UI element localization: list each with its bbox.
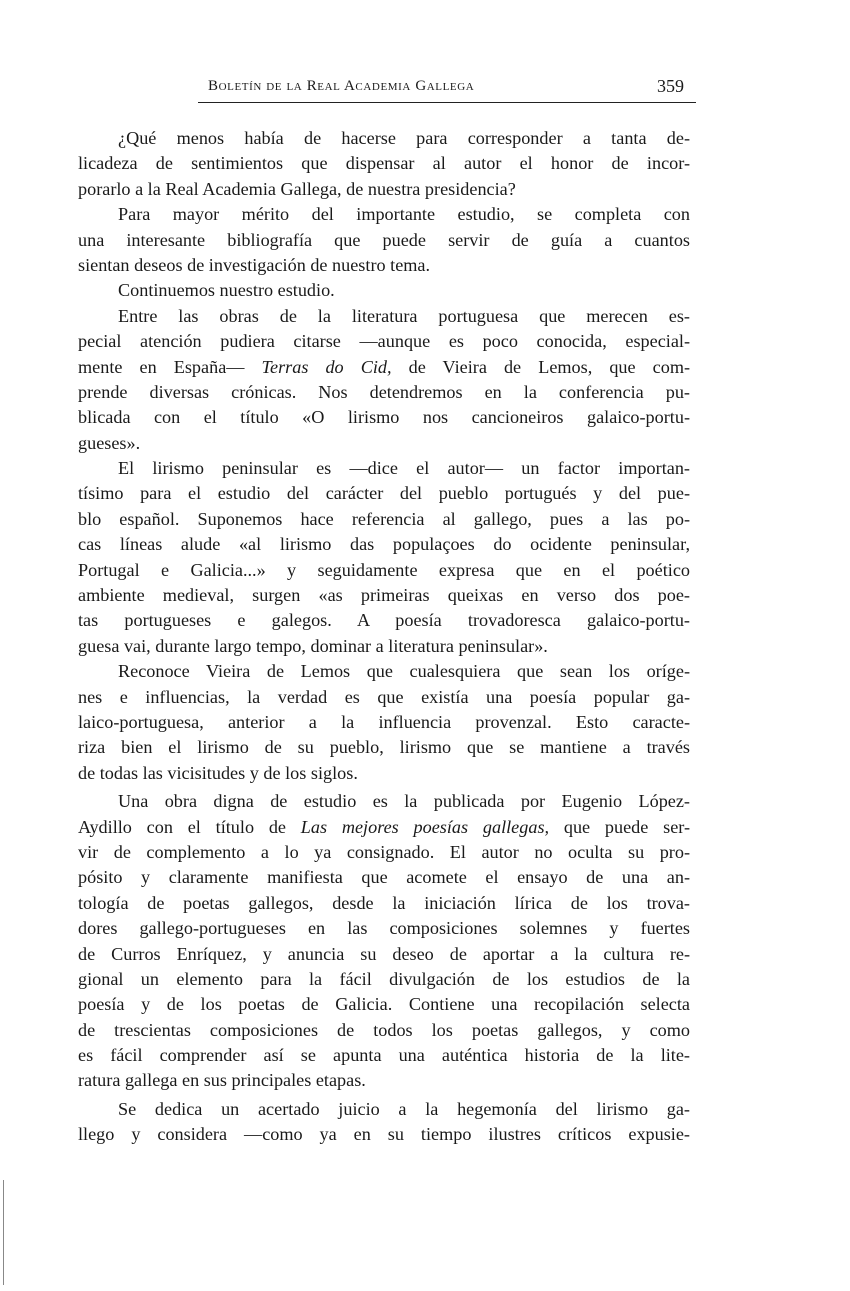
text-line: Se dedica un acertado juicio a la hegemonía del lirismo ga- — [118, 1098, 690, 1119]
text-segment: mente en España— — [78, 356, 245, 377]
text-line: prende diversas crónicas. Nos detendremos en la conferencia pu- — [78, 381, 690, 402]
page-number: 359 — [657, 76, 684, 96]
text-line: Reconoce Vieira de Lemos que cualesquiera que sean los oríge- — [118, 661, 690, 682]
text-line: poesía y de los poetas de Galicia. Contiene una recopilación selecta — [78, 994, 690, 1015]
text-line: vir de complemento a lo ya consignado. El autor no oculta su pro- — [78, 841, 690, 862]
text-line: Una obra digna de estudio es la publicada por Eugenio López- — [118, 791, 690, 812]
text-line: Continuemos nuestro estudio. — [118, 280, 335, 301]
text-line: riza bien el lirismo de su pueblo, lirismo que se mantiene a través — [78, 737, 690, 758]
text-line: pósito y claramente manifiesta que acomete el ensayo de una an- — [78, 867, 690, 888]
text-line: blicada con el título «O lirismo nos cancioneiros galaico-portu- — [78, 407, 690, 428]
document-page — [78, 0, 696, 1291]
running-head: Boletín de la Real Academia Gallega — [208, 78, 475, 94]
text-line: Portugal e Galicia...» y seguidamente expresa que en el poético — [78, 559, 690, 580]
text-segment: de Vieira de Lemos, que com- — [391, 356, 690, 377]
italic-title: Las mejores poesías gallegas, — [300, 816, 550, 837]
text-line — [78, 355, 690, 380]
text-line: guesa vai, durante largo tempo, dominar a literatura peninsular». — [78, 635, 548, 656]
text-line: laico-portuguesa, anterior a la influencia provenzal. Esto caracte- — [78, 711, 690, 732]
text-segment: Aydillo con el título de — [78, 816, 301, 837]
body-text — [78, 126, 690, 1148]
text-line: licadeza de sentimientos que dispensar al autor el honor de incor- — [78, 153, 690, 174]
text-line — [78, 815, 690, 840]
text-line: gueses». — [78, 432, 141, 453]
text-line: ambiente medieval, surgen «as primeiras queixas en verso dos poe- — [78, 585, 690, 606]
text-line: dores gallego-portugueses en las composiciones solemnes y fuertes — [78, 918, 690, 939]
text-line: sientan deseos de investigación de nuestro tema. — [78, 254, 431, 275]
scan-edge-mark — [3, 1180, 4, 1285]
text-line: pecial atención pudiera citarse —aunque es poco conocida, especial- — [78, 331, 690, 352]
text-line: tísimo para el estudio del carácter del pueblo portugués y del pue- — [78, 483, 690, 504]
text-line: tología de poetas gallegos, desde la iniciación lírica de los trova- — [78, 892, 690, 913]
text-line: Entre las obras de la literatura portuguesa que merecen es- — [118, 305, 690, 326]
text-line: El lirismo peninsular es —dice el autor— un factor importan- — [118, 458, 690, 479]
text-line: ratura gallega en sus principales etapas. — [78, 1070, 366, 1091]
text-line: de todas las vicisitudes y de los siglos. — [78, 762, 358, 783]
italic-title: Terras do Cid, — [261, 356, 392, 377]
text-line: una interesante bibliografía que puede servir de guía a cuantos — [78, 229, 690, 250]
text-line: blo español. Suponemos hace referencia al gallego, pues a las po- — [78, 508, 690, 529]
text-line: llego y considera —como ya en su tiempo ilustres críticos expusie- — [78, 1124, 690, 1145]
text-line: de Curros Enríquez, y anuncia su deseo de aportar a la cultura re- — [78, 943, 690, 964]
text-line: de trescientas composiciones de todos los poetas gallegos, y como — [78, 1019, 690, 1040]
text-line: nes e influencias, la verdad es que existía una poesía popular ga- — [78, 686, 690, 707]
text-line: Para mayor mérito del importante estudio, se completa con — [118, 204, 690, 225]
text-line: es fácil comprender así se apunta una auténtica historia de la lite- — [78, 1045, 690, 1066]
text-line: porarlo a la Real Academia Gallega, de nuestra presidencia? — [78, 178, 516, 199]
text-line: cas líneas alude «al lirismo das populaçoes do ocidente peninsular, — [78, 534, 690, 555]
text-line: tas portugueses e galegos. A poesía trovadoresca galaico-portu- — [78, 610, 690, 631]
text-segment: que puede ser- — [549, 816, 690, 837]
text-line: gional un elemento para la fácil divulgación de los estudios de la — [78, 968, 690, 989]
text-line: ¿Qué menos había de hacerse para corresponder a tanta de- — [118, 128, 690, 148]
page-header — [198, 76, 696, 103]
